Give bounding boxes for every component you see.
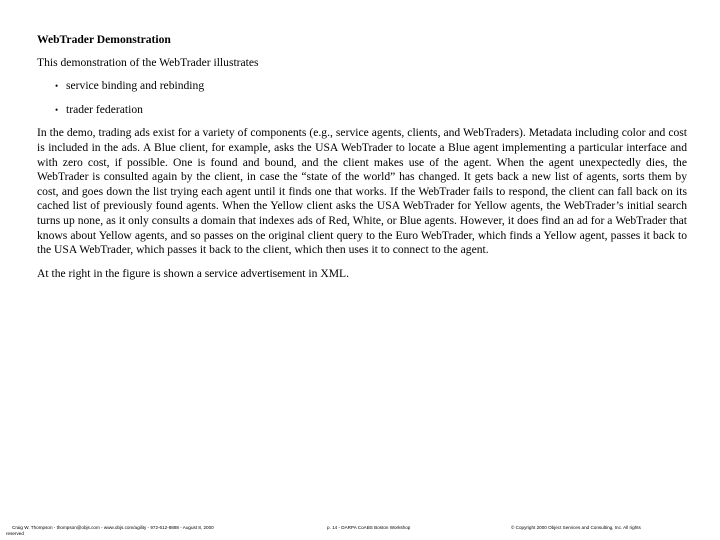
footer-copyright: © Copyright 2000 Object Services and Consulting, Inc. All rights xyxy=(511,525,641,530)
bullet-icon: • xyxy=(55,81,59,92)
footer-author-line: Craig W. Thompson - thompson@objs.com - www.objs.com/agility - 972-612-8888 - August 8, 2000 xyxy=(12,525,214,530)
footer-author xyxy=(6,525,306,537)
bullet-item xyxy=(55,103,687,118)
slide-content xyxy=(37,33,687,281)
slide-footer xyxy=(0,525,720,540)
footer-page-info: p. 14 - DARPA CoABS Boston Workshop xyxy=(327,525,411,530)
bullet-text: service binding and rebinding xyxy=(66,79,205,93)
bullet-list xyxy=(55,79,687,117)
bullet-item xyxy=(55,79,687,94)
slide-title: WebTrader Demonstration xyxy=(37,33,171,46)
intro-text: This demonstration of the WebTrader illustrates xyxy=(37,55,259,69)
closing-paragraph: At the right in the figure is shown a service advertisement in XML. xyxy=(37,266,349,280)
footer-author-line-2: reserved xyxy=(6,531,24,536)
bullet-text: trader federation xyxy=(66,102,143,116)
bullet-icon: • xyxy=(55,104,59,115)
body-paragraph: In the demo, trading ads exist for a variety of components (e.g., service agents, clients, and WebTraders). Metadata including color and cost is included in the ads. A Blue client, for example, asks the USA WebTrader to locate a Blue agent implementing a particular interface and with zero cost, if possible. One is found and bound, and the client makes use of the agent. When the agent unexpectedly dies, the WebTrader is consulted again by the client, in case the “state of the world” has changed. It gets back a new list of agents, sorts them by cost, and goes down the list trying each agent until it finds one that works. If the WebTrader fails to respond, the client can fall back on its cached list of previously found agents. When the Yellow client asks the USA WebTrader for Yellow agents, the WebTrader’s initial search turns up none, as it only consults a domain that indexes ads of Red, White, or Blue agents. However, it does find an ad for a WebTrader that knows about Yellow agents, and so passes on the original client query to the Euro WebTrader, which finds a Yellow agent, passes it back to the USA WebTrader, which passes it back to the client, which then uses it to connect to the agent. xyxy=(37,126,687,257)
